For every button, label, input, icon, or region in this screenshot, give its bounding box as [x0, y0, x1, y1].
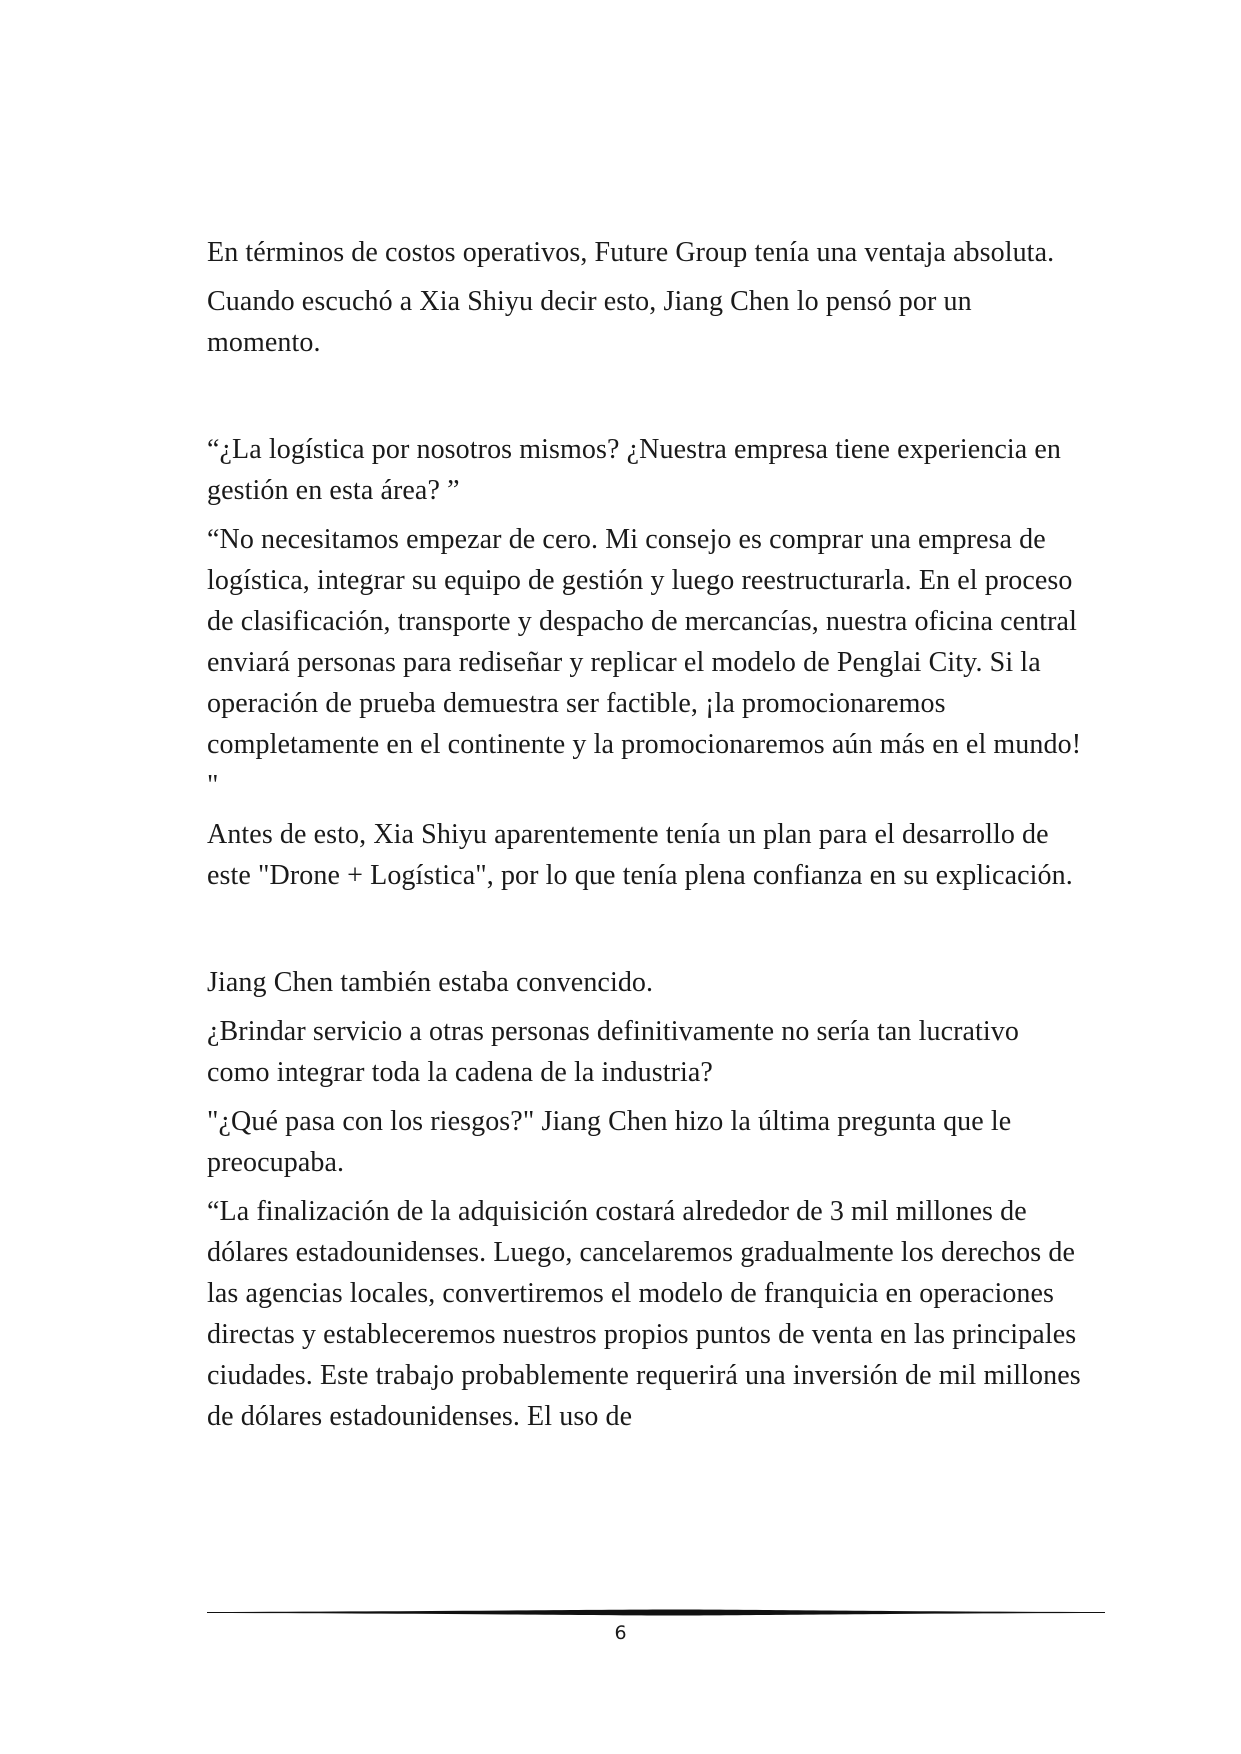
paragraph-9: “La finalización de la adquisición costará alrededor de 3 mil millones de dólares estadounidenses. Luego, cancelaremos gradualmente los derechos de las agencias locales, convertiremos el modelo de franquicia en operaciones directas y estableceremos nuestros propios puntos de venta en las principales ciudades. Este trabajo probablemente requerirá una inversión de mil millones de dólares estadounidenses. El uso de — [207, 1196, 1081, 1432]
paragraph-4: “No necesitamos empezar de cero. Mi consejo es comprar una empresa de logística, integrar su equipo de gestión y luego reestructurarla. En el proceso de clasificación, transporte y despacho de mercancías, nuestra oficina central enviará personas para rediseñar y replicar el modelo de Penglai City. Si la operación de prueba demuestra ser factible, ¡la promocionaremos completamente en el continente y la promocionaremos aún más en el mundo! " — [207, 524, 1082, 801]
paragraph-5: Antes de esto, Xia Shiyu aparentemente tenía un plan para el desarrollo de este "Drone + Logística", por lo que tenía plena confianza en su explicación. — [207, 819, 1073, 891]
paragraph-3: “¿La logística por nosotros mismos? ¿Nuestra empresa tiene experiencia en gestión en esta área? ” — [207, 434, 1061, 506]
paragraph-2: Cuando escuchó a Xia Shiyu decir esto, Jiang Chen lo pensó por un momento. — [207, 286, 972, 358]
footer-rule — [207, 1608, 1105, 1618]
paragraph-8: "¿Qué pasa con los riesgos?" Jiang Chen hizo la última pregunta que le preocupaba. — [207, 1106, 1012, 1178]
paragraph-7: ¿Brindar servicio a otras personas definitivamente no sería tan lucrativo como integrar toda la cadena de la industria? — [207, 1016, 1020, 1088]
paragraph-6: Jiang Chen también estaba convencido. — [207, 967, 654, 998]
paragraph-1: En términos de costos operativos, Future Group tenía una ventaja absoluta. — [207, 237, 1055, 268]
page-number: 6 — [614, 1622, 627, 1644]
body-text — [207, 232, 1087, 1437]
